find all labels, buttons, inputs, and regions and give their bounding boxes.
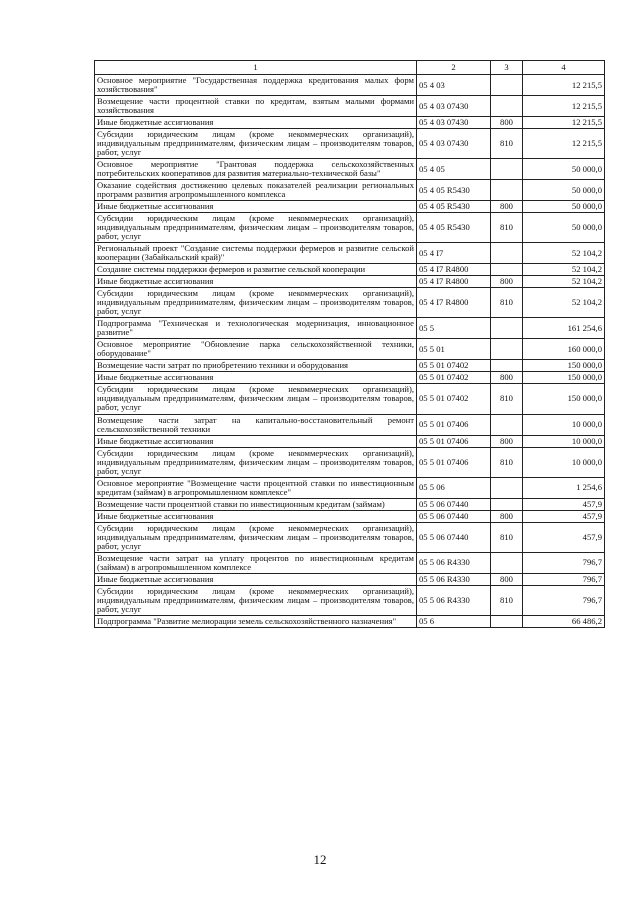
- row-amount: 1 254,6: [523, 477, 605, 498]
- row-code: 05 5 01 07402: [417, 372, 491, 384]
- row-name: Подпрограмма "Техническая и технологическая модернизация, инновационное развитие": [95, 318, 417, 339]
- row-name: Субсидии юридическим лицам (кроме некоммерческих организаций), индивидуальным предпринимателям, физическим лицам – производителям товаров, работ, услуг: [95, 384, 417, 414]
- table-row: [95, 129, 605, 159]
- row-name: Возмещение части процентной ставки по кредитам, взятым малыми формами хозяйствования: [95, 96, 417, 117]
- row-code: 05 5 01 07406: [417, 435, 491, 447]
- row-code: 05 5 06: [417, 477, 491, 498]
- row-name: Субсидии юридическим лицам (кроме некоммерческих организаций), индивидуальным предпринимателям, физическим лицам – производителям товаров, работ, услуг: [95, 585, 417, 615]
- row-expense-type: [491, 414, 523, 435]
- row-code: 05 4 I7 R4800: [417, 288, 491, 318]
- row-expense-type: 810: [491, 447, 523, 477]
- row-code: 05 5 06 R4330: [417, 573, 491, 585]
- row-expense-type: 810: [491, 384, 523, 414]
- row-name: Иные бюджетные ассигнования: [95, 372, 417, 384]
- table-row: [95, 384, 605, 414]
- table-row: [95, 414, 605, 435]
- budget-table: [94, 60, 605, 628]
- row-expense-type: [491, 360, 523, 372]
- header-col-4: 4: [523, 61, 605, 75]
- row-expense-type: [491, 180, 523, 201]
- row-amount: 50 000,0: [523, 201, 605, 213]
- row-amount: 796,7: [523, 552, 605, 573]
- row-expense-type: [491, 159, 523, 180]
- row-code: 05 5 01 07402: [417, 384, 491, 414]
- row-amount: 457,9: [523, 522, 605, 552]
- row-amount: 10 000,0: [523, 435, 605, 447]
- row-name: Субсидии юридическим лицам (кроме некоммерческих организаций), индивидуальным предпринимателям, физическим лицам – производителям товаров, работ, услуг: [95, 447, 417, 477]
- row-amount: 457,9: [523, 498, 605, 510]
- row-amount: 50 000,0: [523, 180, 605, 201]
- row-expense-type: [491, 477, 523, 498]
- row-expense-type: 800: [491, 372, 523, 384]
- row-expense-type: 810: [491, 129, 523, 159]
- row-expense-type: [491, 552, 523, 573]
- row-name: Основное мероприятие "Обновление парка сельскохозяйственной техники, оборудование": [95, 339, 417, 360]
- table-row: [95, 477, 605, 498]
- row-code: 05 4 03 07430: [417, 96, 491, 117]
- table-row: [95, 447, 605, 477]
- row-expense-type: [491, 615, 523, 627]
- table-row: [95, 339, 605, 360]
- row-amount: 52 104,2: [523, 276, 605, 288]
- table-header-row: [95, 61, 605, 75]
- row-name: Субсидии юридическим лицам (кроме некоммерческих организаций), индивидуальным предпринимателям, физическим лицам – производителям товаров, работ, услуг: [95, 288, 417, 318]
- row-expense-type: 810: [491, 213, 523, 243]
- row-code: 05 5 01: [417, 339, 491, 360]
- row-code: 05 5 06 R4330: [417, 552, 491, 573]
- table-body: [95, 75, 605, 628]
- row-code: 05 4 05 R5430: [417, 201, 491, 213]
- table-row: [95, 435, 605, 447]
- row-name: Возмещение части затрат на капитально-восстановительный ремонт сельскохозяйственной техники: [95, 414, 417, 435]
- row-code: 05 5 06 07440: [417, 522, 491, 552]
- row-name: Субсидии юридическим лицам (кроме некоммерческих организаций), индивидуальным предпринимателям, физическим лицам – производителям товаров, работ, услуг: [95, 129, 417, 159]
- row-name: Иные бюджетные ассигнования: [95, 276, 417, 288]
- table-row: [95, 276, 605, 288]
- row-amount: 12 215,5: [523, 129, 605, 159]
- table-row: [95, 75, 605, 96]
- row-expense-type: [491, 339, 523, 360]
- row-code: 05 4 03 07430: [417, 117, 491, 129]
- table-row: [95, 264, 605, 276]
- table-row: [95, 573, 605, 585]
- row-amount: 150 000,0: [523, 372, 605, 384]
- row-name: Субсидии юридическим лицам (кроме некоммерческих организаций), индивидуальным предпринимателям, физическим лицам – производителям товаров, работ, услуг: [95, 522, 417, 552]
- row-amount: 150 000,0: [523, 360, 605, 372]
- table-row: [95, 318, 605, 339]
- row-expense-type: [491, 498, 523, 510]
- table-row: [95, 243, 605, 264]
- row-expense-type: [491, 75, 523, 96]
- row-amount: 50 000,0: [523, 213, 605, 243]
- table-row: [95, 96, 605, 117]
- header-col-2: 2: [417, 61, 491, 75]
- row-code: 05 4 I7 R4800: [417, 264, 491, 276]
- row-name: Возмещение части затрат по приобретению техники и оборудования: [95, 360, 417, 372]
- row-code: 05 5 06 R4330: [417, 585, 491, 615]
- row-code: 05 4 05 R5430: [417, 213, 491, 243]
- row-name: Иные бюджетные ассигнования: [95, 201, 417, 213]
- header-col-1: 1: [95, 61, 417, 75]
- row-name: Иные бюджетные ассигнования: [95, 117, 417, 129]
- row-name: Создание системы поддержки фермеров и развитие сельской кооперации: [95, 264, 417, 276]
- row-expense-type: 800: [491, 276, 523, 288]
- row-amount: 52 104,2: [523, 264, 605, 276]
- row-amount: 457,9: [523, 510, 605, 522]
- row-expense-type: 800: [491, 510, 523, 522]
- row-code: 05 4 03: [417, 75, 491, 96]
- row-name: Основное мероприятие "Грантовая поддержка сельскохозяйственных потребительских кооперативов для развития материально-технической базы": [95, 159, 417, 180]
- table-row: [95, 180, 605, 201]
- row-expense-type: 800: [491, 201, 523, 213]
- row-code: 05 4 05 R5430: [417, 180, 491, 201]
- page-number: 12: [313, 852, 327, 867]
- row-name: Региональный проект "Создание системы поддержки фермеров и развитие сельской кооперации (Забайкальский край)": [95, 243, 417, 264]
- row-amount: 10 000,0: [523, 414, 605, 435]
- row-expense-type: 810: [491, 585, 523, 615]
- budget-table-container: [94, 60, 604, 628]
- row-amount: 50 000,0: [523, 159, 605, 180]
- row-expense-type: 810: [491, 288, 523, 318]
- row-name: Возмещение части процентной ставки по инвестиционным кредитам (займам): [95, 498, 417, 510]
- row-expense-type: 800: [491, 435, 523, 447]
- row-amount: 10 000,0: [523, 447, 605, 477]
- row-code: 05 5: [417, 318, 491, 339]
- table-row: [95, 117, 605, 129]
- row-amount: 12 215,5: [523, 96, 605, 117]
- row-amount: 796,7: [523, 573, 605, 585]
- row-name: Иные бюджетные ассигнования: [95, 573, 417, 585]
- table-row: [95, 498, 605, 510]
- row-amount: 12 215,5: [523, 117, 605, 129]
- table-row: [95, 585, 605, 615]
- row-expense-type: [491, 318, 523, 339]
- row-code: 05 4 05: [417, 159, 491, 180]
- row-expense-type: 810: [491, 522, 523, 552]
- row-code: 05 4 03 07430: [417, 129, 491, 159]
- row-name: Возмещение части затрат на уплату процентов по инвестиционным кредитам (займам) в агропромышленном комплексе: [95, 552, 417, 573]
- table-row: [95, 201, 605, 213]
- table-row: [95, 552, 605, 573]
- row-name: Субсидии юридическим лицам (кроме некоммерческих организаций), индивидуальным предпринимателям, физическим лицам – производителям товаров, работ, услуг: [95, 213, 417, 243]
- row-code: 05 6: [417, 615, 491, 627]
- row-code: 05 5 01 07406: [417, 414, 491, 435]
- row-expense-type: [491, 96, 523, 117]
- header-col-3: 3: [491, 61, 523, 75]
- row-code: 05 5 01 07406: [417, 447, 491, 477]
- row-name: Подпрограмма "Развитие мелиорации земель сельскохозяйственного назначения": [95, 615, 417, 627]
- row-code: 05 5 06 07440: [417, 510, 491, 522]
- row-code: 05 4 I7 R4800: [417, 276, 491, 288]
- table-row: [95, 372, 605, 384]
- row-amount: 161 254,6: [523, 318, 605, 339]
- row-name: Иные бюджетные ассигнования: [95, 435, 417, 447]
- row-name: Иные бюджетные ассигнования: [95, 510, 417, 522]
- table-row: [95, 615, 605, 627]
- row-name: Основное мероприятие "Возмещение части процентной ставки по инвестиционным кредитам (займам) в агропромышленном комплексе": [95, 477, 417, 498]
- row-amount: 66 486,2: [523, 615, 605, 627]
- row-amount: 12 215,5: [523, 75, 605, 96]
- row-code: 05 5 01 07402: [417, 360, 491, 372]
- row-code: 05 4 I7: [417, 243, 491, 264]
- row-amount: 150 000,0: [523, 384, 605, 414]
- table-row: [95, 360, 605, 372]
- row-amount: 52 104,2: [523, 243, 605, 264]
- table-row: [95, 510, 605, 522]
- row-code: 05 5 06 07440: [417, 498, 491, 510]
- row-amount: 796,7: [523, 585, 605, 615]
- table-row: [95, 522, 605, 552]
- row-expense-type: 800: [491, 117, 523, 129]
- row-name: Оказание содействия достижению целевых показателей реализации региональных программ развития агропромышленного комплекса: [95, 180, 417, 201]
- row-amount: 52 104,2: [523, 288, 605, 318]
- row-expense-type: [491, 243, 523, 264]
- row-amount: 160 000,0: [523, 339, 605, 360]
- table-row: [95, 288, 605, 318]
- table-row: [95, 213, 605, 243]
- row-name: Основное мероприятие "Государственная поддержка кредитования малых форм хозяйствования": [95, 75, 417, 96]
- row-expense-type: 800: [491, 573, 523, 585]
- table-row: [95, 159, 605, 180]
- row-expense-type: [491, 264, 523, 276]
